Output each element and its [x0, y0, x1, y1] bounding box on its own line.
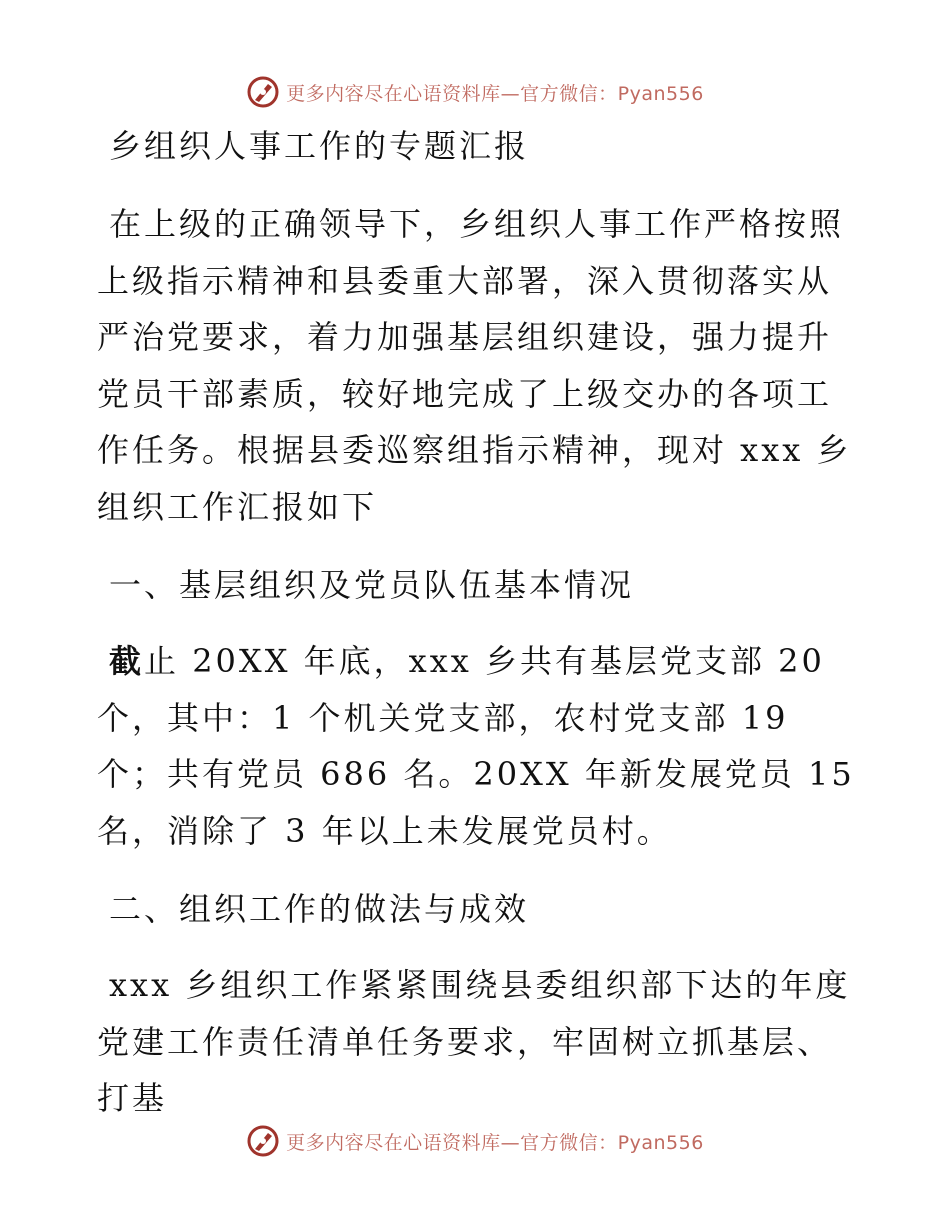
section1-paragraph: [97, 633, 857, 859]
watermark-text: 更多内容尽在心语资料库—官方微信：Pyan556: [286, 1131, 704, 1154]
intro-paragraph: 在上级的正确领导下，乡组织人事工作严格按照上级指示精神和县委重大部署，深入贯彻落实从严治党要求，着力加强基层组织建设，强力提升党员干部素质，较好地完成了上级交办的各项工作任务。根据县委巡察组指示精神，现对 xxx 乡组织工作汇报如下: [97, 205, 852, 526]
section1-first-char: 截: [109, 642, 145, 680]
pen-circle-logo-icon: [246, 75, 280, 109]
watermark-footer: [0, 1121, 950, 1161]
watermark-text: 更多内容尽在心语资料库—官方微信：Pyan556: [286, 82, 704, 105]
section1-body: 止 20XX 年底，xxx 乡共有基层党支部 20 个，其中：1 个机关党支部，农村党支部 19 个；共有党员 686 名。20XX 年新发展党员 15 名，消除了 3 年以上未发展党员村。: [97, 642, 855, 850]
document-body: [97, 118, 857, 1127]
pen-circle-logo-icon: [246, 1124, 280, 1158]
watermark-header: [0, 72, 950, 112]
section2-heading: 二、组织工作的做法与成效: [109, 890, 530, 928]
section1-heading: 一、基层组织及党员队伍基本情况: [109, 566, 635, 604]
document-title: 乡组织人事工作的专题汇报: [109, 127, 530, 165]
section2-paragraph: xxx 乡组织工作紧紧围绕县委组织部下达的年度党建工作责任清单任务要求，牢固树立抓基层、打基: [97, 966, 851, 1117]
